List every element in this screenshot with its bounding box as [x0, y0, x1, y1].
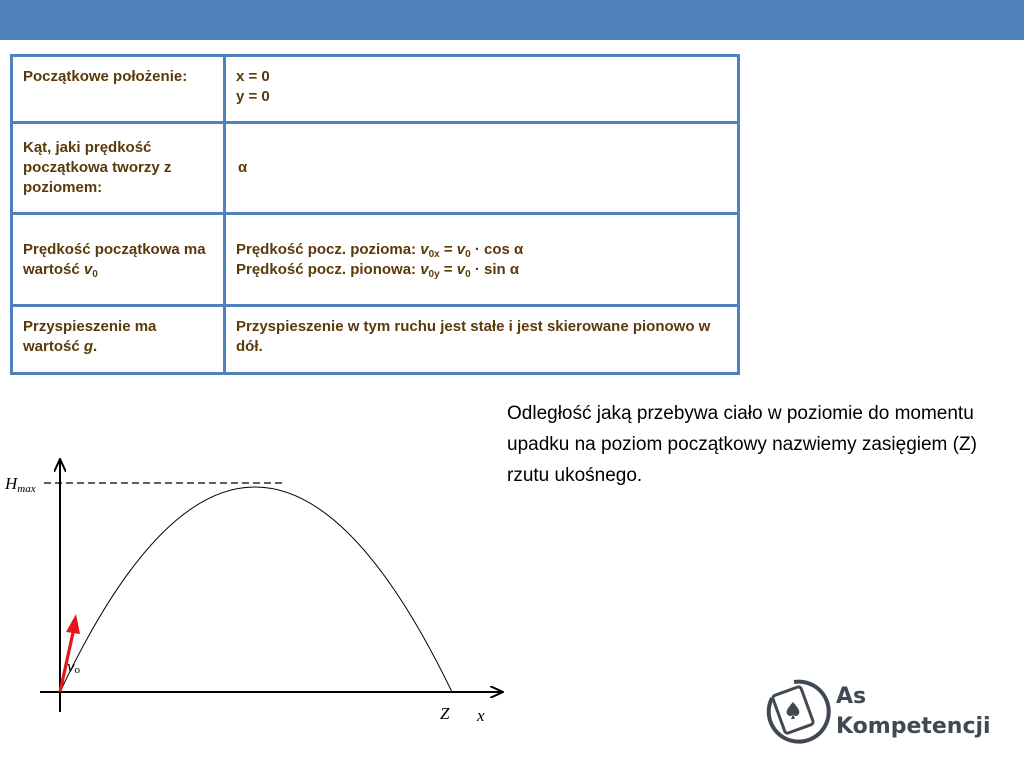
- row-label-angle: Kąt, jaki prędkość początkowa tworzy z poziomem:: [12, 123, 225, 214]
- line-var: v: [420, 240, 429, 258]
- line-var: v: [456, 240, 466, 258]
- hmax-label: Hmax: [5, 474, 36, 495]
- initial-velocity-arrow: [60, 614, 80, 692]
- line-text: · sin α: [470, 260, 520, 278]
- value-line-x: x = 0: [236, 68, 270, 85]
- line-var: v: [456, 260, 466, 278]
- x-axis-label: x: [477, 706, 485, 725]
- line-sub: 0: [465, 248, 471, 260]
- table-row: [12, 123, 739, 214]
- row-label-acceleration: [12, 306, 225, 374]
- row-label-initial-position: Początkowe położenie:: [12, 56, 225, 123]
- row-value-initial-position: [225, 56, 739, 123]
- logo-line-as: As: [836, 684, 867, 709]
- range-description: Odległość jaką przebywa ciało w poziomie do momentu upadku na poziom początkowy nazwiemy zasięgiem (Z) rzutu ukośnego.: [507, 403, 977, 486]
- line-text: Prędkość pocz. pionowa:: [236, 260, 421, 278]
- line-var: v: [420, 260, 429, 278]
- v0-label: vo: [67, 657, 81, 676]
- projectile-diagram: [0, 440, 520, 740]
- horizontal-speed-line: [236, 240, 727, 260]
- line-sub: 0x: [428, 248, 440, 260]
- logo-icon: [758, 672, 834, 748]
- line-eq: =: [439, 240, 457, 258]
- row-value-acceleration: Przyspieszenie w tym ruchu jest stałe i jest skierowane pionowo w dół.: [225, 306, 739, 374]
- table-row: [12, 56, 739, 123]
- line-text: Prędkość pocz. pozioma:: [236, 240, 421, 258]
- line-sub: 0y: [428, 268, 440, 280]
- as-kompetencji-logo: [758, 672, 998, 752]
- table-row: [12, 214, 739, 306]
- header-bar: [0, 0, 1024, 40]
- line-text: · cos α: [470, 240, 524, 258]
- trajectory-curve: [60, 487, 452, 692]
- row-value-speed-components: [225, 214, 739, 306]
- row-label-initial-speed: [12, 214, 225, 306]
- vertical-speed-line: [236, 260, 727, 280]
- logo-line-kompetencji: Kompetencji: [836, 714, 991, 739]
- row-value-angle: α: [225, 123, 739, 214]
- properties-table: [10, 54, 740, 375]
- label-text: Przyspieszenie ma wartość: [23, 318, 157, 355]
- line-eq: =: [439, 260, 457, 278]
- label-text: Prędkość początkowa ma wartość: [23, 240, 206, 278]
- line-sub: 0: [465, 268, 471, 280]
- value-line-y: y = 0: [236, 88, 270, 105]
- table-row: [12, 306, 739, 374]
- label-var: v: [83, 260, 93, 278]
- label-sub: 0: [92, 268, 98, 280]
- label-text: .: [93, 338, 98, 355]
- range-z-label: Z: [440, 704, 450, 723]
- label-var: g: [83, 338, 94, 355]
